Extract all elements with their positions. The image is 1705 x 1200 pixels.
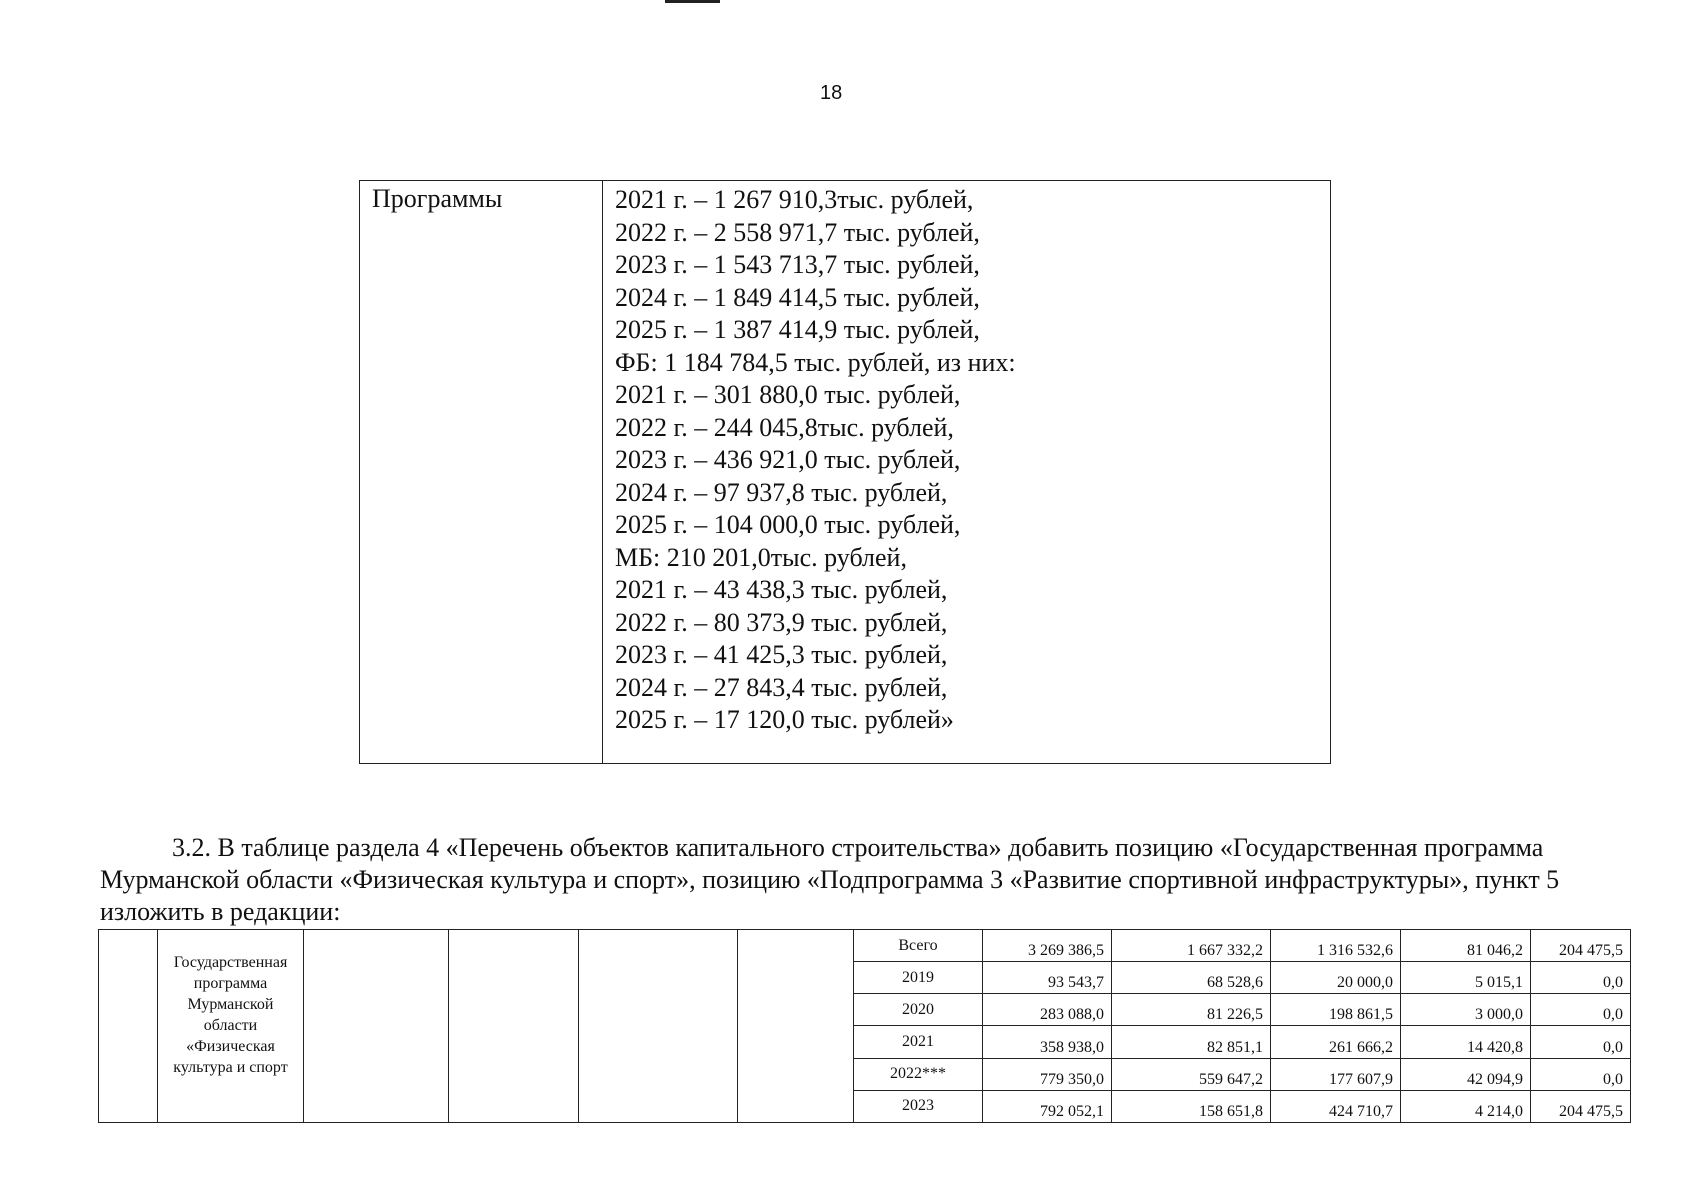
value-cell: 42 094,9 — [1401, 1058, 1531, 1090]
funding-table — [359, 180, 1331, 764]
funding-line: 2023 г. – 41 425,3 тыс. рублей, — [615, 640, 948, 669]
funding-body — [603, 181, 1331, 764]
value-cell: 5 015,1 — [1401, 962, 1531, 994]
year-cell: Всего — [854, 930, 983, 962]
value-cell: 82 851,1 — [1112, 1026, 1271, 1058]
program-name-cell: Государственная программа Мурманской области «Физическая культура и спорт — [158, 930, 304, 1123]
funding-line: МБ: 210 201,0тыс. рублей, — [615, 542, 907, 572]
empty-cell — [99, 930, 158, 1123]
total-cell: 779 350,0 — [983, 1058, 1112, 1090]
value-cell: 81 046,2 — [1401, 930, 1531, 962]
funding-line: ФБ: 1 184 784,5 тыс. рублей, из них: — [615, 347, 1016, 377]
page-number: 18 — [820, 82, 843, 104]
empty-cell — [449, 930, 579, 1123]
funding-line: 2022 г. – 244 045,8тыс. рублей, — [615, 412, 954, 442]
funding-line: 2025 г. – 1 387 414,9 тыс. рублей, — [615, 315, 980, 344]
funding-line: 2023 г. – 436 921,0 тыс. рублей, — [615, 445, 961, 474]
empty-cell — [304, 930, 449, 1123]
year-cell: 2020 — [854, 994, 983, 1026]
year-cell: 2022*** — [854, 1058, 983, 1090]
value-cell: 0,0 — [1531, 1026, 1631, 1058]
value-cell: 198 861,5 — [1271, 994, 1401, 1026]
empty-cell — [579, 930, 738, 1123]
value-cell: 4 214,0 — [1401, 1090, 1531, 1122]
funding-label: Программы — [360, 181, 603, 764]
funding-line: 2023 г. – 1 543 713,7 тыс. рублей, — [615, 250, 980, 279]
year-cell: 2023 — [854, 1090, 983, 1122]
funding-line: 2024 г. – 97 937,8 тыс. рублей, — [615, 477, 948, 507]
funding-line: 2024 г. – 27 843,4 тыс. рублей, — [615, 672, 948, 702]
value-cell: 177 607,9 — [1271, 1058, 1401, 1090]
value-cell: 3 000,0 — [1401, 994, 1531, 1026]
value-cell: 559 647,2 — [1112, 1058, 1271, 1090]
empty-cell — [738, 930, 854, 1123]
total-cell: 792 052,1 — [983, 1090, 1112, 1122]
funding-line: 2025 г. – 104 000,0 тыс. рублей, — [615, 510, 961, 539]
value-cell: 158 651,8 — [1112, 1090, 1271, 1122]
funding-line: 2022 г. – 2 558 971,7 тыс. рублей, — [615, 217, 980, 247]
total-cell: 283 088,0 — [983, 994, 1112, 1026]
value-cell: 0,0 — [1531, 1058, 1631, 1090]
funding-line: 2021 г. – 43 438,3 тыс. рублей, — [615, 575, 948, 604]
year-cell: 2019 — [854, 962, 983, 994]
amendment-text: 3.2. В таблице раздела 4 «Перечень объектов капитального строительства» добавить позицию «Государственная программа Мурманской области «Физическая культура и спорт», позицию «Подпрограмма 3 «Развитие спортивной инфраструктуры», пункт 5 изложить в редакции: — [100, 833, 1560, 926]
amendment-paragraph — [100, 832, 1620, 928]
total-cell: 358 938,0 — [983, 1026, 1112, 1058]
capital-construction-table — [98, 929, 1631, 1123]
top-rule — [665, 0, 720, 3]
value-cell: 68 528,6 — [1112, 962, 1271, 994]
value-cell: 14 420,8 — [1401, 1026, 1531, 1058]
year-cell: 2021 — [854, 1026, 983, 1058]
value-cell: 0,0 — [1531, 962, 1631, 994]
total-cell: 93 543,7 — [983, 962, 1112, 994]
funding-line: 2021 г. – 1 267 910,3тыс. рублей, — [615, 185, 974, 214]
value-cell: 81 226,5 — [1112, 994, 1271, 1026]
funding-line: 2024 г. – 1 849 414,5 тыс. рублей, — [615, 282, 980, 312]
funding-line: 2022 г. – 80 373,9 тыс. рублей, — [615, 607, 948, 637]
value-cell: 1 316 532,6 — [1271, 930, 1401, 962]
value-cell: 204 475,5 — [1531, 930, 1631, 962]
total-cell: 3 269 386,5 — [983, 930, 1112, 962]
value-cell: 424 710,7 — [1271, 1090, 1401, 1122]
value-cell: 261 666,2 — [1271, 1026, 1401, 1058]
funding-line: 2021 г. – 301 880,0 тыс. рублей, — [615, 380, 961, 409]
value-cell: 204 475,5 — [1531, 1090, 1631, 1122]
value-cell: 1 667 332,2 — [1112, 930, 1271, 962]
value-cell: 0,0 — [1531, 994, 1631, 1026]
funding-line: 2025 г. – 17 120,0 тыс. рублей» — [615, 705, 954, 734]
table-row — [99, 930, 1631, 962]
value-cell: 20 000,0 — [1271, 962, 1401, 994]
